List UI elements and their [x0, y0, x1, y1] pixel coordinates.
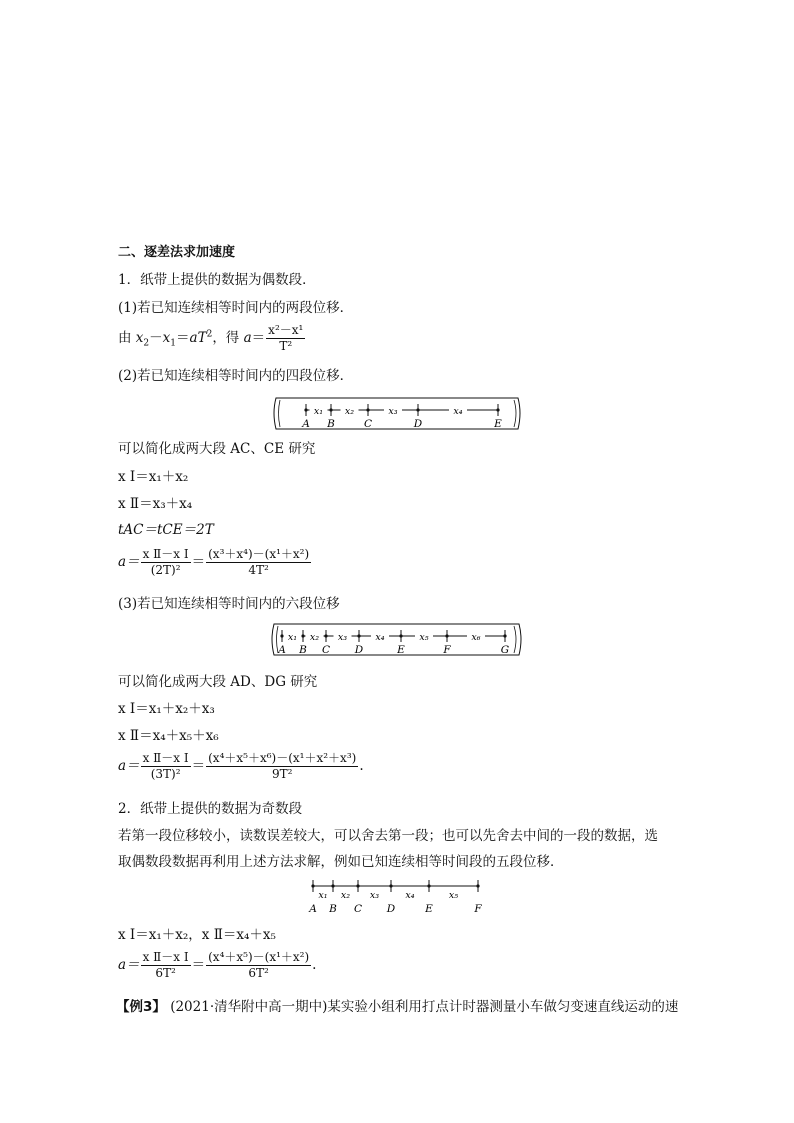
- tape3-dot: [389, 884, 392, 887]
- tape2-segment-label: x₄: [375, 632, 385, 643]
- tape3-point-label: E: [425, 903, 433, 915]
- simplify-ad-dg: 可以简化成两大段 AD、DG 研究: [118, 674, 318, 690]
- tape1-point-label: D: [413, 418, 423, 430]
- tape1-dot: [304, 408, 307, 411]
- tape2-segment-label: x₃: [337, 632, 348, 643]
- tape2-dot: [503, 634, 506, 637]
- fraction: $\frac{\text{x Ⅱ－x Ⅰ}}{\text{(2T)²}}$: [142, 547, 189, 577]
- subheading-even-segments: 1．纸带上提供的数据为偶数段．: [118, 272, 316, 288]
- tape3-segment-label: x₄: [405, 890, 415, 901]
- example-source: (2021·清华附中高一期中): [170, 999, 328, 1015]
- tape1-dot: [366, 408, 369, 411]
- tape2-point-label: B: [299, 644, 307, 656]
- equation-x2-big-six: x Ⅱ＝x₄＋x₅＋x₆: [118, 728, 219, 744]
- case-four-segments: (2)若已知连续相等时间内的四段位移．: [118, 368, 354, 384]
- tape2-point-label: G: [500, 644, 510, 656]
- tape2-dot: [399, 634, 402, 637]
- tape2-dot: [357, 634, 360, 637]
- tape-diagram-five-segments: [300, 876, 500, 918]
- tape1-segment-label: x₃: [388, 406, 398, 417]
- tape2-point-label: A: [278, 644, 286, 656]
- tape3-segment-label: x₅: [448, 890, 459, 901]
- equation-a-four: a＝ $\frac{\text{x Ⅱ－x Ⅰ}}{\text{(2T)²}}$ ＝ $\frac{\text{(x³＋x⁴)－(x¹＋x²)}}{\text{4T²}}$: [118, 547, 310, 577]
- tape2-point-label: E: [397, 644, 405, 656]
- example-3: [116, 999, 678, 1015]
- tape3-point-label: F: [474, 903, 482, 915]
- tape2-point-label: C: [321, 644, 331, 656]
- equation-x2-big: x Ⅱ＝x₃＋x₄: [118, 496, 193, 512]
- tape1-point-label: A: [302, 418, 310, 430]
- case-six-segments: (3)若已知连续相等时间内的六段位移: [118, 596, 340, 612]
- tape3-point-label: A: [309, 903, 317, 915]
- tape3-segment-label: x₃: [369, 890, 380, 901]
- equation-a-five: a＝ $\frac{\text{x Ⅱ－x Ⅰ}}{\text{6T²}}$ ＝ $\frac{\text{(x⁴＋x⁵)－(x¹＋x²)}}{\text{6T²}}$ .: [118, 950, 317, 980]
- tape1-segment-label: x₄: [453, 406, 463, 417]
- tape3-dot: [311, 884, 314, 887]
- tape2-dot: [280, 634, 283, 637]
- fraction: $\frac{\text{x Ⅱ－x Ⅰ}}{\text{6T²}}$: [142, 950, 189, 980]
- tape2-dot: [445, 634, 448, 637]
- tape2-segment-label: x₁: [287, 632, 298, 643]
- section-heading: 二、逐差法求加速度: [118, 245, 236, 260]
- tape2-segment-label: x₆: [471, 632, 481, 643]
- tape1-point-label: B: [327, 418, 335, 430]
- equation-x1-big-six: x Ⅰ＝x₁＋x₂＋x₃: [118, 701, 215, 717]
- tape3-point-label: D: [386, 903, 396, 915]
- tape1-dot: [329, 408, 332, 411]
- tape2-segment-label: x₅: [419, 632, 429, 643]
- example-tag: 【例3】: [116, 999, 166, 1015]
- tape3-dot: [476, 884, 479, 887]
- simplify-ac-ce: 可以简化成两大段 AC、CE 研究: [118, 441, 316, 457]
- tape3-point-label: C: [353, 903, 363, 915]
- tape1-segment-label: x₂: [344, 406, 355, 417]
- equation-time: tAC＝tCE＝2T: [118, 522, 214, 538]
- tape2-dot: [301, 634, 304, 637]
- tape1-dot: [416, 408, 419, 411]
- tape2-point-label: F: [443, 644, 451, 656]
- tape3-dot: [331, 884, 334, 887]
- tape2-segment-label: x₂: [309, 632, 320, 643]
- tape3-dot: [427, 884, 430, 887]
- paragraph-line-2: 取偶数段数据再利用上述方法求解，例如已知连续相等时间段的五段位移．: [118, 854, 564, 870]
- equation-a-six: a＝ $\frac{\text{x Ⅱ－x Ⅰ}}{\text{(3T)²}}$ ＝ $\frac{\text{(x⁴＋x⁵＋x⁶)－(x¹＋x²＋x³)}}{\text{9T²}}$ .: [118, 751, 364, 781]
- equation-x1-big: x Ⅰ＝x₁＋x₂: [118, 469, 189, 485]
- subheading-odd-segments: 2．纸带上提供的数据为奇数段: [118, 801, 303, 817]
- fraction: $\frac{\text{x Ⅱ－x Ⅰ}}{\text{(3T)²}}$: [142, 751, 189, 781]
- tape-diagram-four-segments: [270, 394, 525, 434]
- tape1-point-label: E: [494, 418, 502, 430]
- equation-two-segments: 由 $x_2-x_1=aT^2$，得 a＝ $\frac{\text{x²－x¹}}{\text{T²}}$: [118, 323, 304, 353]
- case-two-segments: (1)若已知连续相等时间内的两段位移．: [118, 300, 354, 316]
- tape3-dot: [356, 884, 359, 887]
- fraction: $\frac{\text{(x³＋x⁴)－(x¹＋x²)}}{\text{4T²}}$: [208, 547, 310, 577]
- tape1-point-label: C: [363, 418, 373, 430]
- tape3-point-label: B: [329, 903, 337, 915]
- fraction: $\frac{\text{(x⁴＋x⁵＋x⁶)－(x¹＋x²＋x³)}}{\text{9T²}}$: [208, 751, 357, 781]
- tape1-dot: [496, 408, 499, 411]
- fraction: $\frac{\text{x²－x¹}}{\text{T²}}$: [268, 323, 304, 353]
- tape3-segment-label: x₂: [340, 890, 351, 901]
- tape3-segment-label: x₁: [318, 890, 328, 901]
- tape1-segment-label: x₁: [313, 406, 324, 417]
- tape2-dot: [324, 634, 327, 637]
- tape-diagram-six-segments: [268, 620, 526, 660]
- example-text: 某实验小组利用打点计时器测量小车做匀变速直线运动的速: [327, 999, 679, 1015]
- tape2-point-label: D: [354, 644, 364, 656]
- paragraph-line-1: 若第一段位移较小，读数误差较大，可以舍去第一段；也可以先舍去中间的一段的数据，选: [118, 828, 658, 844]
- fraction: $\frac{\text{(x⁴＋x⁵)－(x¹＋x²)}}{\text{6T²}}$: [208, 950, 310, 980]
- equation-x-big-five: x Ⅰ＝x₁＋x₂，x Ⅱ＝x₄＋x₅: [118, 927, 276, 943]
